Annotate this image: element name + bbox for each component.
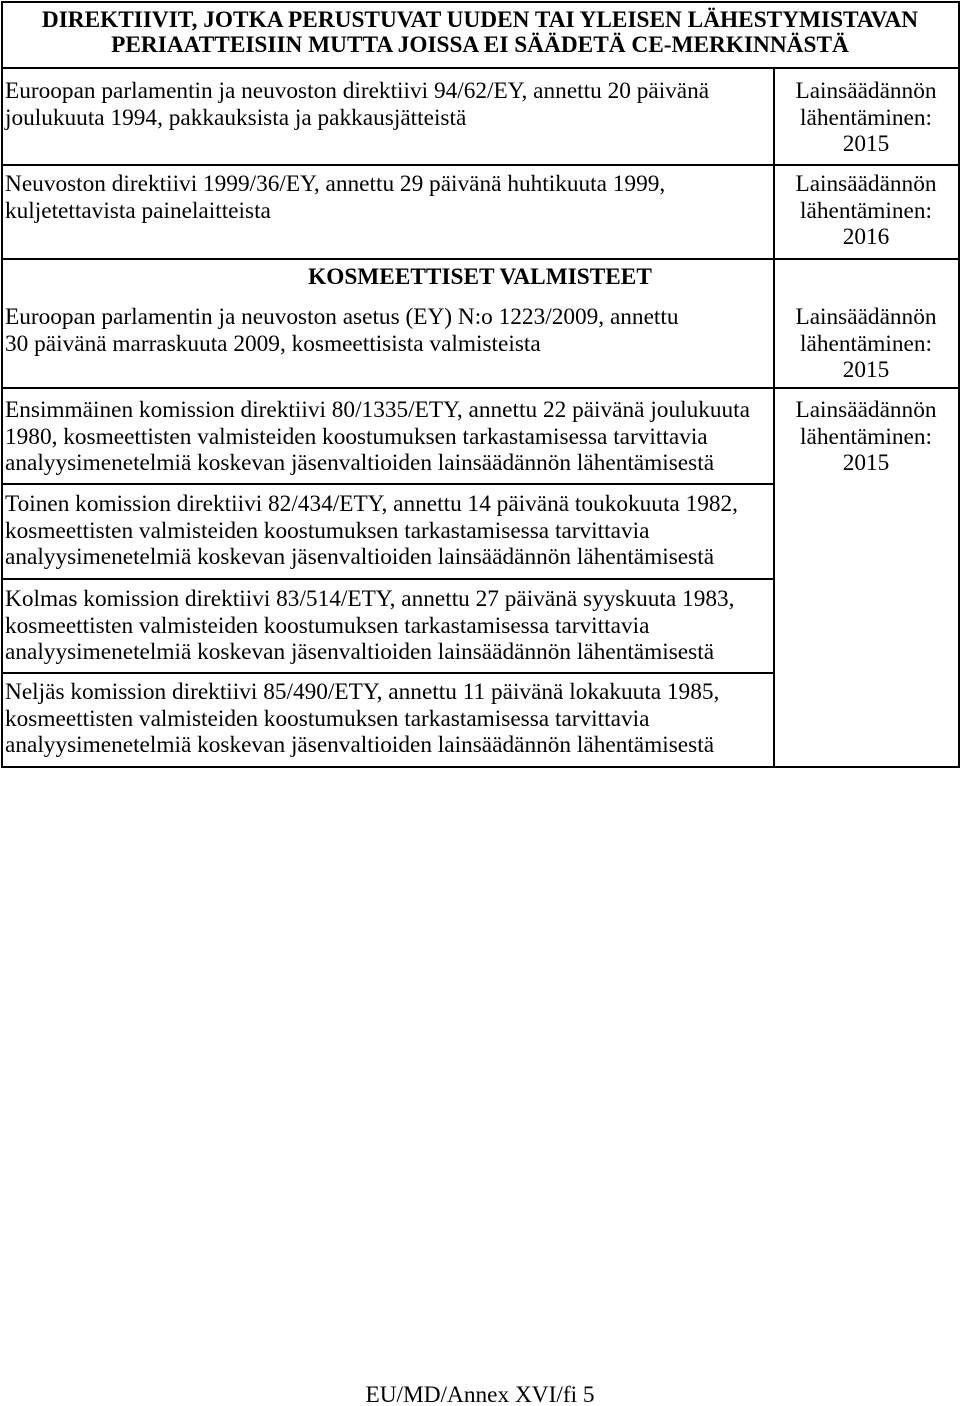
act-text-line: Euroopan parlamentin ja neuvoston direktiivi 94/62/EY, annettu 20 päivänä <box>5 78 710 104</box>
act-text-line: Ensimmäinen komission direktiivi 80/1335/ETY, annettu 22 päivänä joulukuuta <box>5 397 750 423</box>
act-text-line: 30 päivänä marraskuuta 2009, kosmeettisista valmisteista <box>5 330 541 357</box>
table-rule <box>1 1 960 3</box>
table-rule <box>958 1 960 768</box>
section-heading: KOSMEETTISET VALMISTEET <box>308 264 652 290</box>
procedure-year: 2015 <box>842 131 890 157</box>
act-cell <box>5 304 771 357</box>
procedure-line: lähentäminen: <box>800 104 932 131</box>
table-rule <box>1 766 960 768</box>
table-rule <box>1 578 774 580</box>
act-cell <box>5 78 771 131</box>
procedure-line: Lainsäädännön <box>795 78 937 104</box>
procedure-line: lähentäminen: <box>800 423 932 450</box>
act-cell <box>5 171 771 224</box>
act-cell <box>5 679 771 759</box>
act-text-line: 1980, kosmeettisten valmisteiden koostumuksen tarkastamisessa tarvittavia <box>5 423 708 450</box>
act-cell <box>5 586 771 666</box>
act-text-line: Kolmas komission direktiivi 83/514/ETY, annettu 27 päivänä syyskuuta 1983, <box>5 586 735 612</box>
act-text-line: kosmeettisten valmisteiden koostumuksen tarkastamisessa tarvittavia <box>5 705 650 732</box>
procedure-cell <box>774 304 958 384</box>
procedure-year: 2015 <box>842 450 890 476</box>
table-rule <box>1 1 3 768</box>
act-cell <box>5 491 771 571</box>
act-text-line: Euroopan parlamentin ja neuvoston asetus (EY) N:o 1223/2009, annettu <box>5 304 679 330</box>
table-rule <box>1 67 960 69</box>
table-rule <box>1 483 774 485</box>
table-rule <box>1 258 960 260</box>
page-footer: EU/MD/Annex XVI/fi 5 <box>365 1382 595 1406</box>
act-text-line: analyysimenetelmiä koskevan jäsenvaltioiden lainsäädännön lähentämisestä <box>5 639 715 665</box>
act-text-line: Toinen komission direktiivi 82/434/ETY, annettu 14 päivänä toukokuuta 1982, <box>5 491 738 517</box>
table-rule <box>1 672 774 674</box>
table-heading-line: DIREKTIIVIT, JOTKA PERUSTUVAT UUDEN TAI YLEISEN LÄHESTYMISTAVAN <box>41 7 919 33</box>
procedure-line: lähentäminen: <box>800 330 932 357</box>
procedure-cell <box>774 171 958 251</box>
procedure-line: lähentäminen: <box>800 197 932 224</box>
act-text-line: joulukuuta 1994, pakkauksista ja pakkausjätteistä <box>5 104 467 131</box>
procedure-line: Lainsäädännön <box>795 171 937 197</box>
procedure-line: Lainsäädännön <box>795 397 937 423</box>
act-text-line: Neuvoston direktiivi 1999/36/EY, annettu 29 päivänä huhtikuuta 1999, <box>5 171 666 197</box>
procedure-year: 2016 <box>842 224 890 250</box>
table-heading <box>1 8 959 58</box>
act-text-line: kuljetettavista painelaitteista <box>5 197 271 224</box>
act-text-line: analyysimenetelmiä koskevan jäsenvaltioiden lainsäädännön lähentämisestä <box>5 732 715 758</box>
act-cell <box>5 397 771 477</box>
act-text-line: kosmeettisten valmisteiden koostumuksen tarkastamisessa tarvittavia <box>5 517 650 544</box>
table-rule <box>1 387 960 389</box>
table-rule <box>1 164 960 166</box>
act-text-line: analyysimenetelmiä koskevan jäsenvaltioiden lainsäädännön lähentämisestä <box>5 450 715 476</box>
procedure-cell <box>774 397 958 477</box>
procedure-cell <box>774 78 958 158</box>
act-text-line: Neljäs komission direktiivi 85/490/ETY, annettu 11 päivänä lokakuuta 1985, <box>5 679 720 705</box>
act-text-line: analyysimenetelmiä koskevan jäsenvaltioiden lainsäädännön lähentämisestä <box>5 544 715 570</box>
act-text-line: kosmeettisten valmisteiden koostumuksen tarkastamisessa tarvittavia <box>5 612 650 639</box>
procedure-line: Lainsäädännön <box>795 304 937 330</box>
procedure-year: 2015 <box>842 357 890 383</box>
table-heading-line: PERIAATTEISIIN MUTTA JOISSA EI SÄÄDETÄ CE-MERKINNÄSTÄ <box>111 32 849 58</box>
